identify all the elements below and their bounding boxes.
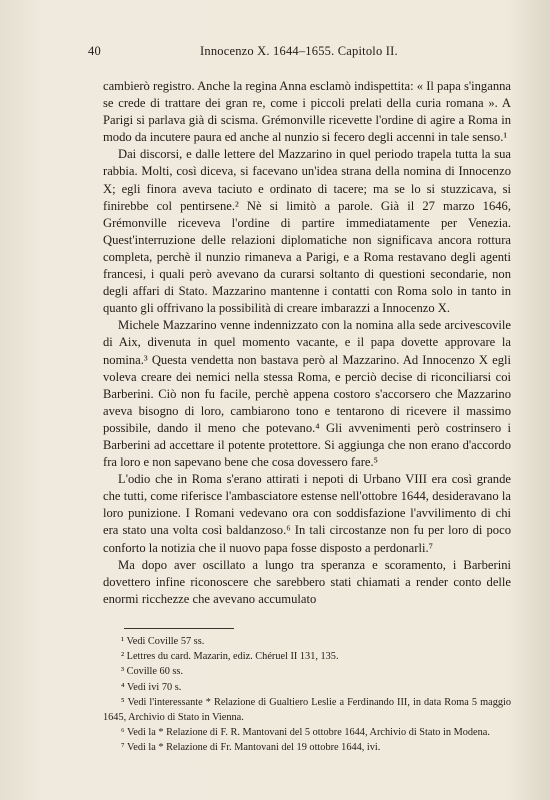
footnote: ⁶ Vedi la * Relazione di F. R. Mantovani del 5 ottobre 1644, Archivio di Stato in Modena. (121, 727, 490, 739)
main-text (103, 78, 511, 608)
footnote: ³ Coville 60 ss. (121, 666, 184, 678)
paragraph: cambierò registro. Anche la regina Anna esclamò indispettita: « Il papa s'inganna se crede di trattare dei gran re, come i piccoli prelati della curia romana ». A Parigi si parlava già di scisma. Grémonville ricevette l'ordine di agire a Roma in modo da incutere paura ed anche al nunzio si fecero degli accenni in tale senso.¹ (103, 79, 511, 145)
footnote: ⁴ Vedi ivi 70 s. (121, 681, 182, 693)
footnote: ⁷ Vedi la * Relazione di Fr. Mantovani del 19 ottobre 1644, ivi. (121, 742, 381, 754)
footnote: ² Lettres du card. Mazarin, ediz. Chéruel II 131, 135. (121, 651, 339, 663)
running-title: Innocenzo X. 1644–1655. Capitolo II. (200, 44, 398, 58)
footnote: ¹ Vedi Coville 57 ss. (121, 636, 205, 647)
footnote-divider (124, 628, 234, 629)
paragraph: L'odio che in Roma s'erano attirati i nepoti di Urbano VIII era così grande che tutti, come riferisce l'ambasciatore estense nell'ottobre 1644, desideravano la loro punizione. I Romani vedevano ora con soddisfazione l'avvilimento di chi era stato una volta così baldanzoso.⁶ In tali circostanze non fu per loro di poco conforto la notizia che il nuovo papa fosse disposto a perdonarli.⁷ (103, 472, 511, 555)
page-number: 40 (88, 44, 101, 58)
paragraph: Dai discorsi, e dalle lettere del Mazzarino in quel periodo trapela tutta la sua rabbia. Molti, così diceva, si facevano un'idea strana della nomina di Innocenzo X; egli finora aveva taciuto e ordinato di tacere; ma se lo si stuzzicava, si finirebbe col pentirsene.² Nè si limitò a parole. Già il 27 marzo 1646, Grémonville riceveva l'ordine di partire immediatamente per Venezia. Quest'interruzione delle relazioni diplomatiche non significava ancora rottura completa, perchè il nunzio rimaneva a Parigi, e a Roma restavano degli agenti francesi, i quali però avevano da curarsi soltanto di questioni secondarie, non degli affari di Stato. Mazzarino mantenne i contatti con Roma solo in tanto in quanto gli offrivano la possibilità di creare imbarazzi a Innocenzo X. (103, 147, 511, 316)
footnote: ⁵ Vedi l'interessante * Relazione di Gualtiero Leslie a Ferdinando III, in data Roma 5 maggio 1645, Archivio di Stato in Vienna. (103, 696, 511, 724)
paragraph: Ma dopo aver oscillato a lungo tra speranza e scoramento, i Barberini dovettero infine riconoscere che sarebbero stati chiamati a render conto delle enormi ricchezze che avevano accumulato (103, 557, 511, 606)
footnotes (103, 634, 511, 756)
running-header (88, 44, 506, 60)
paragraph: Michele Mazzarino venne indennizzato con la nomina alla sede arcivescovile di Aix, divenuta in quel momento vacante, e il papa dovette approvare la nomina.³ Questa vendetta non bastava però al Mazzarino. Ad Innocenzo X egli voleva creare dei nemici nella stessa Roma, e perciò decise di riconciliarsi coi Barberini. Ciò non fu facile, perchè appena costoro s'accorsero che Mazzarino aveva bisogno di loro, cambiarono tono e tentarono di ricevere il massimo possibile, dando il meno che potevano.⁴ Gli avvenimenti però costrinsero i Barberini ad accettare il potente protettore. Si aggiunga che non erano d'accordo fra loro e non sapevano bene che cosa dovessero fare.⁵ (103, 318, 511, 470)
